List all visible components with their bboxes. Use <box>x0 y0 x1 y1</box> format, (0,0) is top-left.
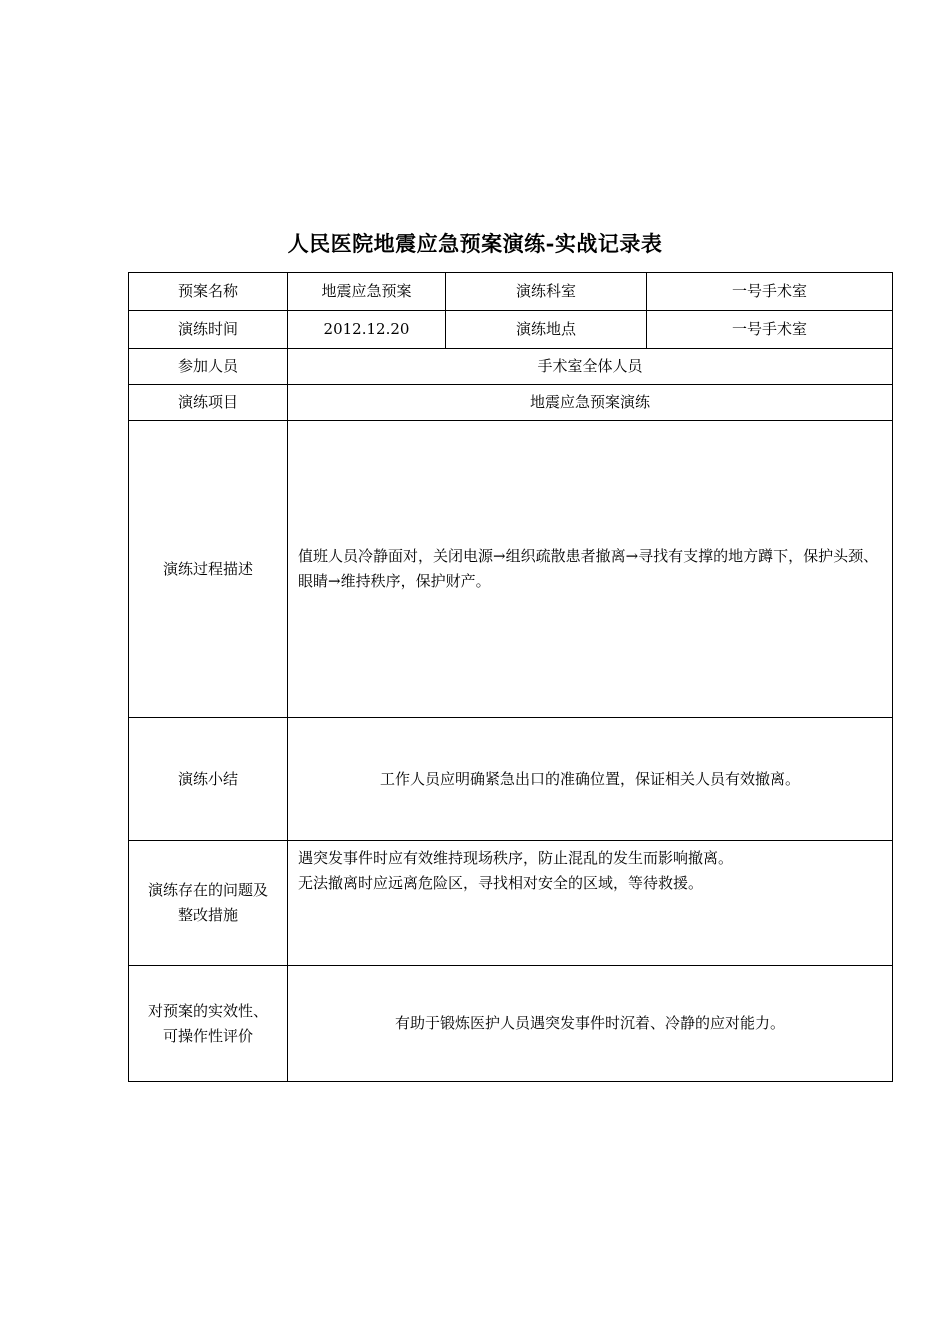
table-row-process <box>129 421 893 718</box>
plan-name-label: 预案名称 <box>129 273 288 311</box>
evaluation-label-line2: 可操作性评价 <box>162 1026 253 1045</box>
issues-label <box>129 841 288 966</box>
evaluation-label-line1: 对预案的实效性、 <box>147 1001 268 1020</box>
summary-label: 演练小结 <box>129 718 288 841</box>
evaluation-value: 有助于锻炼医护人员遇突发事件时沉着、冷静的应对能力。 <box>288 966 893 1082</box>
summary-value: 工作人员应明确紧急出口的准确位置，保证相关人员有效撤离。 <box>288 718 893 841</box>
table-row-participants <box>129 349 893 385</box>
process-value: 值班人员冷静面对，关闭电源→组织疏散患者撤离→寻找有支撑的地方蹲下，保护头颈、眼睛→维持秩序，保护财产。 <box>288 421 893 718</box>
drill-time-value: 2012.12.20 <box>288 311 446 349</box>
issues-line2: 无法撤离时应远离危险区，寻找相对安全的区域，等待救援。 <box>298 874 704 892</box>
drill-dept-label: 演练科室 <box>446 273 647 311</box>
drill-dept-value: 一号手术室 <box>647 273 893 311</box>
issues-label-line2: 整改措施 <box>177 906 238 924</box>
table-row-drill-time <box>129 311 893 349</box>
plan-name-value: 地震应急预案 <box>288 273 446 311</box>
drill-location-label: 演练地点 <box>446 311 647 349</box>
table-row-evaluation <box>129 966 893 1082</box>
issues-value <box>288 841 893 966</box>
evaluation-label <box>129 966 288 1082</box>
table-row-plan-name <box>129 273 893 311</box>
issues-label-line1: 演练存在的问题及 <box>147 881 268 899</box>
page-title: 人民医院地震应急预案演练-实战记录表 <box>287 231 663 256</box>
drill-record-table <box>128 272 893 1082</box>
table-row-issues <box>129 841 893 966</box>
issues-line1: 遇突发事件时应有效维持现场秩序，防止混乱的发生而影响撤离。 <box>298 849 734 867</box>
table-row-summary <box>129 718 893 841</box>
participants-label: 参加人员 <box>129 349 288 385</box>
drill-time-label: 演练时间 <box>129 311 288 349</box>
process-label: 演练过程描述 <box>129 421 288 718</box>
drill-location-value: 一号手术室 <box>647 311 893 349</box>
participants-value: 手术室全体人员 <box>288 349 893 385</box>
drill-item-value: 地震应急预案演练 <box>288 385 893 421</box>
drill-item-label: 演练项目 <box>129 385 288 421</box>
table-row-drill-item <box>129 385 893 421</box>
